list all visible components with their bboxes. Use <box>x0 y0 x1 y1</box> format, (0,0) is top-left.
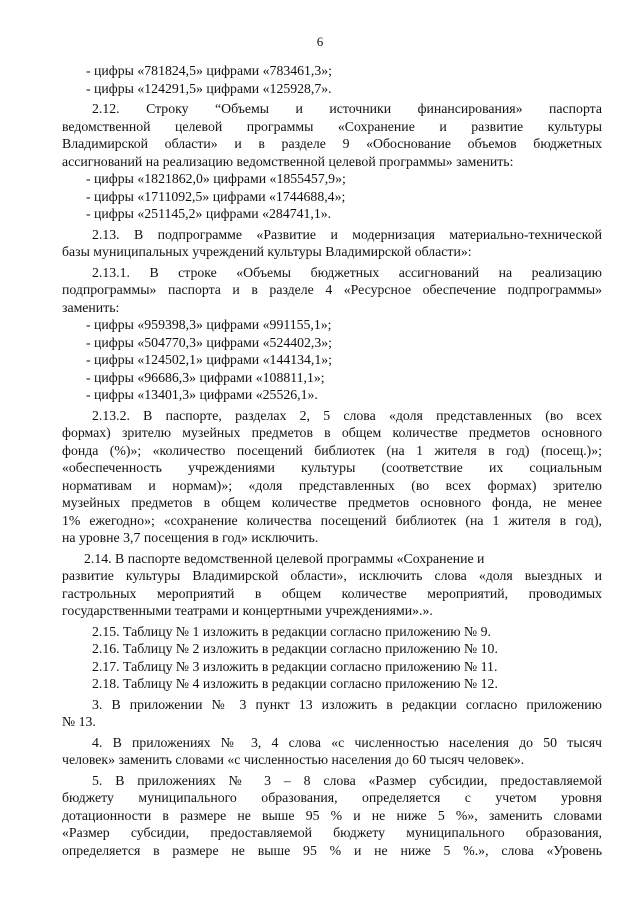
text-line: 4. В приложениях № 3, 4 слова «с численностью населения до 50 тысяч <box>92 734 602 750</box>
text-line: ассигнований на реализацию ведомственной целевой программы» заменить: <box>62 153 514 169</box>
text-line: «обеспеченность учреждениями культуры (соответствие их социальным <box>62 460 602 475</box>
text-line: музейных предметов в общем количестве предметов основного фонда, не менее <box>62 495 602 510</box>
text-line: 2.15. Таблицу № 1 изложить в редакции согласно приложению № 9. <box>92 623 492 639</box>
text-line: - цифры «504770,3» цифрами «524402,3»; <box>86 334 333 350</box>
text-line: - цифры «124291,5» цифрами «125928,7». <box>86 80 332 96</box>
text-line: 2.16. Таблицу № 2 изложить в редакции согласно приложению № 10. <box>92 641 498 656</box>
text-line: на уровне 3,7 посещения в год» исключить. <box>62 530 319 545</box>
text-line: «Размер субсидии, предоставляемой бюджету муниципального образования, <box>62 825 602 840</box>
text-line: государственными театрами и концертными учреждениями».». <box>62 603 433 618</box>
text-line: - цифры «781824,5» цифрами «783461,3»; <box>86 63 333 78</box>
text-line: - цифры «124502,1» цифрами «144134,1»; <box>86 352 333 367</box>
text-line: 2.14. В паспорте ведомственной целевой программы «Сохранение и <box>84 550 485 566</box>
text-line: 2.17. Таблицу № 3 изложить в редакции согласно приложению № 11. <box>92 658 498 674</box>
text-line: 5. В приложениях № 3 – 8 слова «Размер субсидии, предоставляемой <box>92 772 602 788</box>
text-line: базы муниципальных учреждений культуры Владимирской области»: <box>62 244 472 259</box>
page-number: 6 <box>316 34 324 49</box>
text-line: человек» заменить словами «с численностью населения до 60 тысяч человек». <box>62 752 525 767</box>
text-line: - цифры «251145,2» цифрами «284741,1». <box>86 206 332 221</box>
text-line: бюджету муниципального образования, определяется с учетом уровня <box>62 790 602 805</box>
text-line: - цифры «1711092,5» цифрами «1744688,4»; <box>86 188 346 204</box>
text-line: нормативам и нормам)»; «доля представленных (во всех формах) зрителю <box>62 477 602 493</box>
text-line: 2.13. В подпрограмме «Развитие и модернизация материально-технической <box>92 226 602 242</box>
text-line: заменить: <box>62 299 120 315</box>
text-line: 2.12. Строку “Объемы и источники финансирования» паспорта <box>92 101 602 116</box>
document-body <box>62 62 602 859</box>
text-line: - цифры «1821862,0» цифрами «1855457,9»; <box>86 171 346 186</box>
text-line: 1% ежегодно»; «сохранение количества посещений библиотек (на 1 жителя в год), <box>62 512 602 528</box>
text-line: - цифры «13401,3» цифрами «25526,1». <box>86 387 318 402</box>
text-line: 2.13.1. В строке «Объемы бюджетных ассигнований на реализацию <box>92 264 602 280</box>
text-line: № 13. <box>62 714 96 729</box>
text-line: гастрольных мероприятий в общем количестве мероприятий, проводимых <box>62 585 602 601</box>
text-line: фонда (%)»; «количество посещений библиотек (на 1 жителя в год) (посещ.)»; <box>62 442 602 458</box>
text-line: 2.13.2. В паспорте, разделах 2, 5 слова «доля представленных (во всех <box>92 407 602 423</box>
text-line: формах) зрителю музейных предметов в общем количестве предметов основного <box>62 425 602 440</box>
text-line: определяется в размере не выше 95 % и не ниже 5 %.», слова «Уровень <box>62 842 602 858</box>
text-line: 2.18. Таблицу № 4 изложить в редакции согласно приложению № 12. <box>92 676 498 691</box>
text-line: дотационности в размере не выше 95 % и не ниже 5 %», заменить словами <box>62 807 602 823</box>
text-line: - цифры «96686,3» цифрами «108811,1»; <box>86 369 325 385</box>
text-line: 3. В приложении № 3 пункт 13 изложить в редакции согласно приложению <box>92 696 602 712</box>
text-line: Владимирской области» и в разделе 9 «Обоснование объемов бюджетных <box>62 136 602 151</box>
text-line: развитие культуры Владимирской области», исключить слова «доля выездных и <box>62 568 602 583</box>
text-line: - цифры «959398,3» цифрами «991155,1»; <box>86 317 332 332</box>
text-line: подпрограммы» паспорта и в разделе 4 «Ресурсное обеспечение подпрограммы» <box>62 282 602 297</box>
text-line: ведомственной целевой программы «Сохранение и развитие культуры <box>62 118 602 134</box>
